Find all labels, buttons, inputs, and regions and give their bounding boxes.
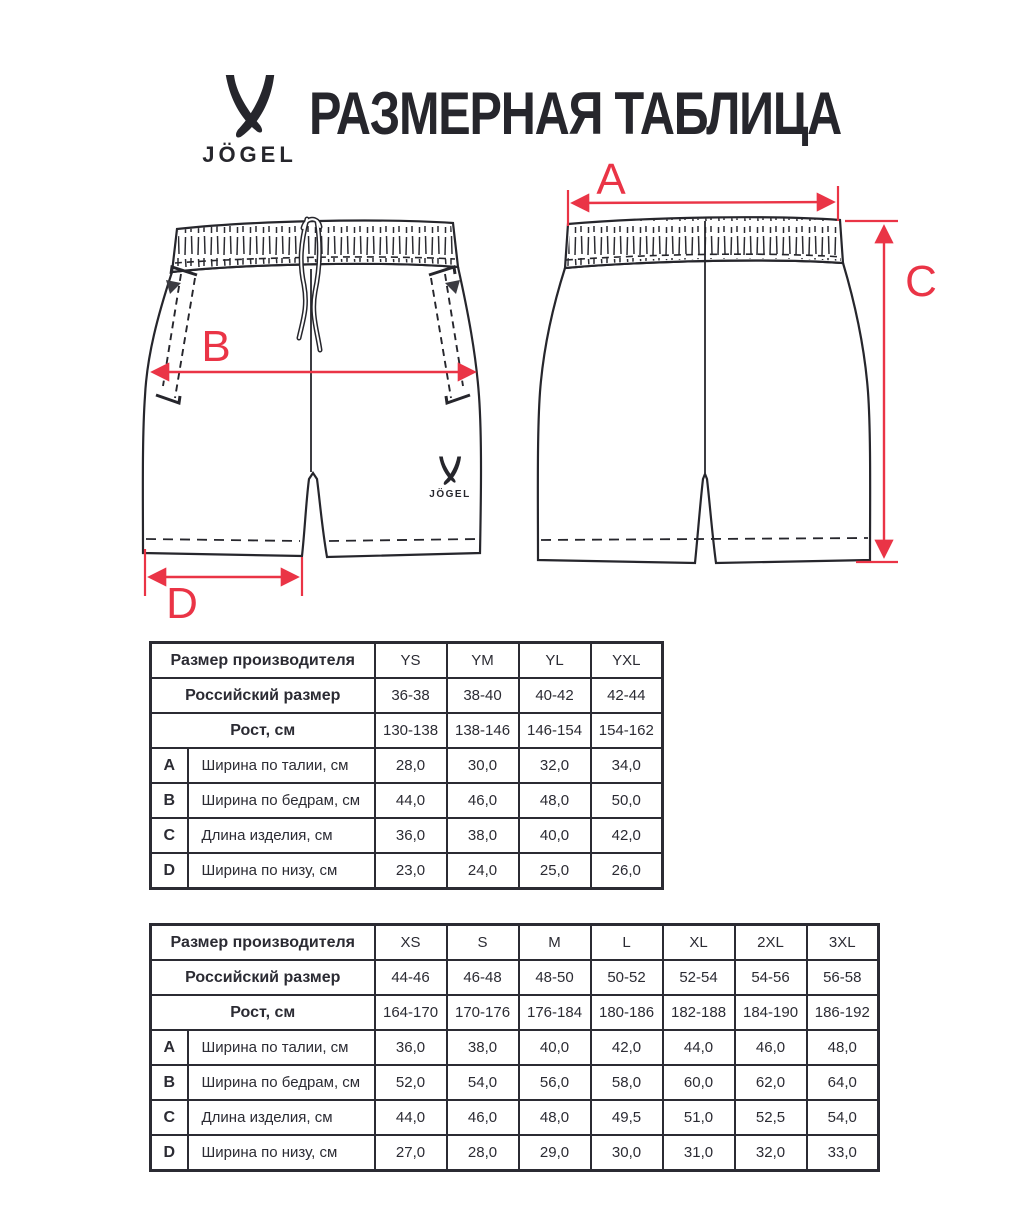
- shorts-diagram: [0, 160, 1024, 630]
- measure-value-cell: 60,0: [663, 1065, 735, 1100]
- size-name-cell: 2XL: [735, 925, 807, 961]
- measure-label-cell: Ширина по талии, см: [188, 1030, 375, 1065]
- measure-value-cell: 33,0: [807, 1135, 879, 1171]
- size-value-cell: 52-54: [663, 960, 735, 995]
- measure-label-cell: Ширина по бедрам, см: [188, 1065, 375, 1100]
- measure-value-cell: 30,0: [591, 1135, 663, 1171]
- size-value-cell: 182-188: [663, 995, 735, 1030]
- dim-label-c: C: [905, 257, 937, 306]
- measure-value-cell: 36,0: [375, 1030, 447, 1065]
- table-measure-row: [151, 783, 663, 818]
- measure-value-cell: 26,0: [591, 853, 663, 889]
- size-name-cell: YL: [519, 643, 591, 679]
- size-value-cell: 56-58: [807, 960, 879, 995]
- measure-value-cell: 49,5: [591, 1100, 663, 1135]
- measure-key-cell: D: [151, 1135, 188, 1171]
- row-label-cell: Размер производителя: [151, 925, 375, 961]
- size-value-cell: 50-52: [591, 960, 663, 995]
- measure-value-cell: 23,0: [375, 853, 447, 889]
- measure-label-cell: Ширина по талии, см: [188, 748, 375, 783]
- measure-value-cell: 34,0: [591, 748, 663, 783]
- size-value-cell: 138-146: [447, 713, 519, 748]
- table-measure-row: [151, 1135, 879, 1171]
- measure-value-cell: 46,0: [447, 1100, 519, 1135]
- size-value-cell: 186-192: [807, 995, 879, 1030]
- measure-label-cell: Длина изделия, см: [188, 818, 375, 853]
- measure-value-cell: 28,0: [375, 748, 447, 783]
- size-value-cell: 164-170: [375, 995, 447, 1030]
- measure-value-cell: 32,0: [519, 748, 591, 783]
- size-value-cell: 46-48: [447, 960, 519, 995]
- measure-value-cell: 40,0: [519, 1030, 591, 1065]
- table-measure-row: [151, 853, 663, 889]
- measure-value-cell: 42,0: [591, 818, 663, 853]
- table-header-row: [151, 995, 879, 1030]
- measure-value-cell: 52,5: [735, 1100, 807, 1135]
- dim-label-d: D: [166, 579, 198, 628]
- back-waistband-texture: [567, 218, 841, 266]
- measure-value-cell: 30,0: [447, 748, 519, 783]
- size-value-cell: 48-50: [519, 960, 591, 995]
- row-label-cell: Размер производителя: [151, 643, 375, 679]
- measure-value-cell: 50,0: [591, 783, 663, 818]
- table-measure-row: [151, 1030, 879, 1065]
- measure-value-cell: 28,0: [447, 1135, 519, 1171]
- size-value-cell: 176-184: [519, 995, 591, 1030]
- size-value-cell: 154-162: [591, 713, 663, 748]
- measure-key-cell: C: [151, 818, 188, 853]
- row-label-cell: Рост, см: [151, 713, 375, 748]
- size-value-cell: 36-38: [375, 678, 447, 713]
- table-header-row: [151, 713, 663, 748]
- measure-value-cell: 27,0: [375, 1135, 447, 1171]
- table-measure-row: [151, 1065, 879, 1100]
- measure-label-cell: Длина изделия, см: [188, 1100, 375, 1135]
- measure-value-cell: 38,0: [447, 818, 519, 853]
- shorts-back-drawing: [538, 217, 870, 563]
- size-name-cell: YM: [447, 643, 519, 679]
- size-name-cell: YXL: [591, 643, 663, 679]
- measure-value-cell: 58,0: [591, 1065, 663, 1100]
- size-value-cell: 170-176: [447, 995, 519, 1030]
- table-header-row: [151, 643, 663, 679]
- size-name-cell: 3XL: [807, 925, 879, 961]
- measure-label-cell: Ширина по низу, см: [188, 853, 375, 889]
- measure-value-cell: 44,0: [663, 1030, 735, 1065]
- size-table-youth: [149, 641, 664, 890]
- brand-logo-icon: [219, 74, 281, 138]
- measure-value-cell: 36,0: [375, 818, 447, 853]
- size-name-cell: XL: [663, 925, 735, 961]
- measure-value-cell: 48,0: [519, 783, 591, 818]
- size-value-cell: 40-42: [519, 678, 591, 713]
- size-name-cell: YS: [375, 643, 447, 679]
- size-value-cell: 146-154: [519, 713, 591, 748]
- measure-key-cell: B: [151, 783, 188, 818]
- row-label-cell: Российский размер: [151, 678, 375, 713]
- size-value-cell: 180-186: [591, 995, 663, 1030]
- size-value-cell: 44-46: [375, 960, 447, 995]
- measure-value-cell: 54,0: [807, 1100, 879, 1135]
- measure-value-cell: 64,0: [807, 1065, 879, 1100]
- size-value-cell: 130-138: [375, 713, 447, 748]
- dim-label-a: A: [596, 160, 626, 204]
- table-measure-row: [151, 748, 663, 783]
- measure-value-cell: 31,0: [663, 1135, 735, 1171]
- measure-key-cell: B: [151, 1065, 188, 1100]
- measure-key-cell: D: [151, 853, 188, 889]
- dim-label-b: B: [201, 322, 231, 371]
- measure-value-cell: 40,0: [519, 818, 591, 853]
- measure-value-cell: 44,0: [375, 1100, 447, 1135]
- size-name-cell: L: [591, 925, 663, 961]
- table-header-row: [151, 925, 879, 961]
- measure-value-cell: 24,0: [447, 853, 519, 889]
- table-measure-row: [151, 818, 663, 853]
- measure-value-cell: 52,0: [375, 1065, 447, 1100]
- measure-value-cell: 48,0: [519, 1100, 591, 1135]
- measure-value-cell: 29,0: [519, 1135, 591, 1171]
- row-label-cell: Российский размер: [151, 960, 375, 995]
- brand-logo: [192, 74, 307, 168]
- measure-value-cell: 25,0: [519, 853, 591, 889]
- size-value-cell: 38-40: [447, 678, 519, 713]
- measure-value-cell: 54,0: [447, 1065, 519, 1100]
- measure-value-cell: 56,0: [519, 1065, 591, 1100]
- size-value-cell: 184-190: [735, 995, 807, 1030]
- size-value-cell: 54-56: [735, 960, 807, 995]
- measure-value-cell: 44,0: [375, 783, 447, 818]
- page-title: РАЗМЕРНАЯ ТАБЛИЦА: [309, 80, 842, 147]
- measure-key-cell: A: [151, 1030, 188, 1065]
- size-name-cell: XS: [375, 925, 447, 961]
- measure-value-cell: 42,0: [591, 1030, 663, 1065]
- back-body: [538, 261, 870, 563]
- measure-key-cell: A: [151, 748, 188, 783]
- measure-label-cell: Ширина по низу, см: [188, 1135, 375, 1171]
- brand-logo-text: JÖGEL: [202, 142, 297, 167]
- size-table-adult: [149, 923, 880, 1172]
- table-header-row: [151, 678, 663, 713]
- size-name-cell: S: [447, 925, 519, 961]
- measure-value-cell: 48,0: [807, 1030, 879, 1065]
- size-value-cell: 42-44: [591, 678, 663, 713]
- measure-value-cell: 46,0: [735, 1030, 807, 1065]
- measure-key-cell: C: [151, 1100, 188, 1135]
- measure-value-cell: 38,0: [447, 1030, 519, 1065]
- measure-value-cell: 32,0: [735, 1135, 807, 1171]
- row-label-cell: Рост, см: [151, 995, 375, 1030]
- table-measure-row: [151, 1100, 879, 1135]
- measure-value-cell: 62,0: [735, 1065, 807, 1100]
- measure-value-cell: 51,0: [663, 1100, 735, 1135]
- measure-value-cell: 46,0: [447, 783, 519, 818]
- size-name-cell: M: [519, 925, 591, 961]
- garment-logo-text: JÖGEL: [429, 489, 471, 500]
- shorts-front-drawing: [143, 219, 481, 557]
- table-header-row: [151, 960, 879, 995]
- measure-label-cell: Ширина по бедрам, см: [188, 783, 375, 818]
